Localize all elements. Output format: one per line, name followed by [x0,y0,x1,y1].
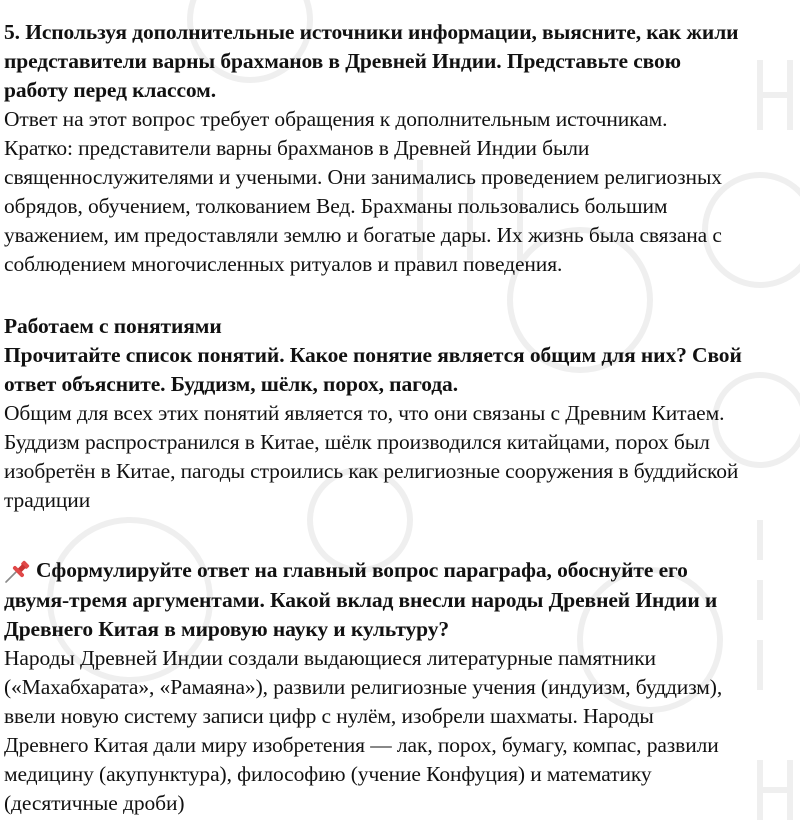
main-answer-line: Народы Древней Индии создали выдающиеся литературные памятники [4,646,656,670]
concepts-answer-line: изобретён в Китае, пагоды строились как религиозные сооружения в буддийской [4,459,739,483]
concepts-section [4,312,800,515]
main-question-line: Древнего Китая в мировую науку и культуру? [4,617,450,641]
task-5-answer-line: соблюдением многочисленных ритуалов и правил поведения. [4,252,563,276]
task-5-section [4,18,800,279]
main-question-line: двумя-тремя аргументами. Какой вклад внесли народы Древней Индии и [4,588,718,612]
concepts-question-line: Прочитайте список понятий. Какое понятие является общим для них? Свой [4,343,742,367]
concepts-heading: Работаем с понятиями [4,314,222,338]
main-question-section [4,555,800,818]
concepts-answer-line: традиции [4,488,91,512]
main-question-first-line [4,555,800,586]
task-5-answer-line: Ответ на этот вопрос требует обращения к дополнительным источникам. [4,107,668,131]
concepts-answer-line: Буддизм распространился в Китае, шёлк производился китайцами, порох был [4,430,710,454]
main-question-line: Сформулируйте ответ на главный вопрос параграфа, обоснуйте его [36,558,688,582]
main-answer-line: ввели новую систему записи цифр с нулём, изобрели шахматы. Народы [4,704,654,728]
task-5-answer-line: обрядов, обучением, толкованием Вед. Брахманы пользовались большим [4,194,668,218]
section-spacer [4,279,800,312]
task-5-question-line: представители варны брахманов в Древней Индии. Представьте свою [4,49,681,73]
task-5-answer-line: Кратко: представители варны брахманов в Древней Индии были [4,136,590,160]
pushpin-icon [4,558,34,584]
concepts-answer-line: Общим для всех этих понятий является то, что они связаны с Древним Китаем. [4,401,725,425]
task-5-question-line: работу перед классом. [4,78,216,102]
main-answer-line: (десятичные дроби) [4,791,185,815]
main-answer-line: медицину (акупунктура), философию (учение Конфуция) и математику [4,762,652,786]
task-5-answer-line: уважением, им предоставляли землю и богатые дары. Их жизнь была связана с [4,223,722,247]
task-5-answer-line: священнослужителями и учеными. Они занимались проведением религиозных [4,165,722,189]
main-answer-line: («Махабхарата», «Рамаяна»), развили религиозные учения (индуизм, буддизм), [4,675,723,699]
concepts-question-line: ответ объясните. Буддизм, шёлк, порох, пагода. [4,372,458,396]
task-5-question-line: 5. Используя дополнительные источники информации, выясните, как жили [4,20,739,44]
main-answer-line: Древнего Китая дали миру изобретения — лак, порох, бумагу, компас, развили [4,733,719,757]
section-spacer [4,515,800,555]
